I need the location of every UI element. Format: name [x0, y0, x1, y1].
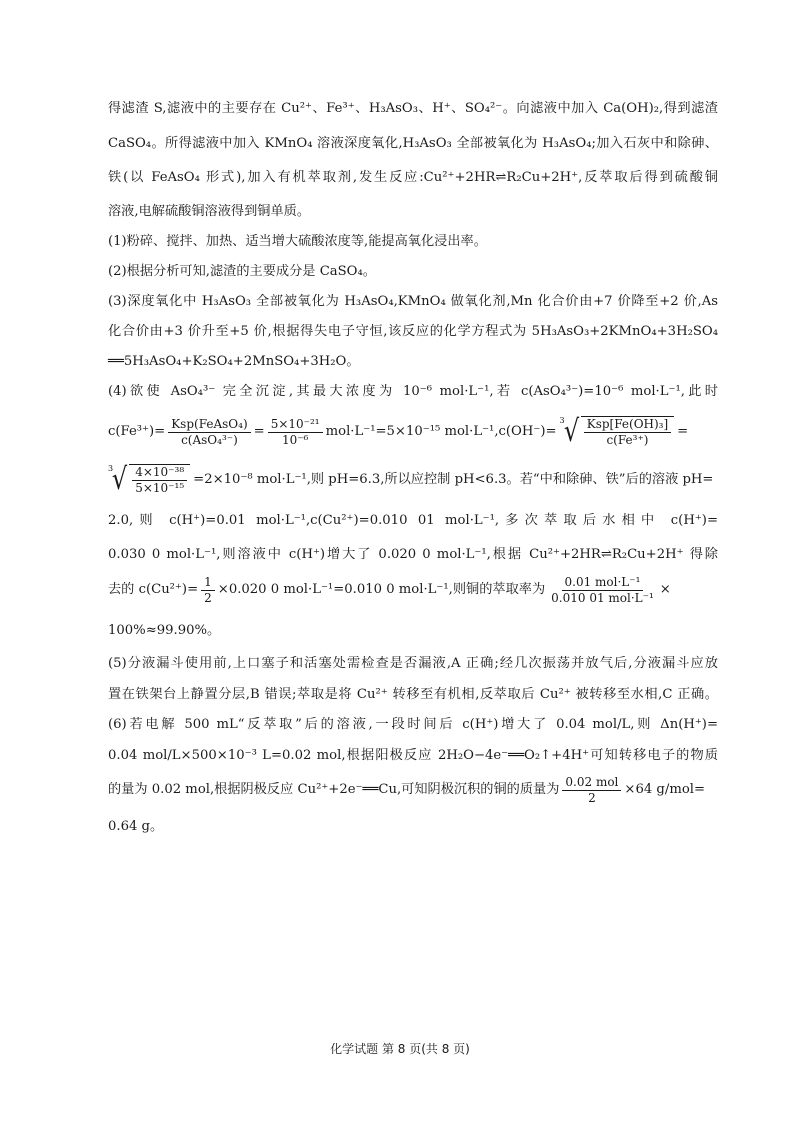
eq-text: =	[677, 424, 689, 439]
radical-sign: √	[563, 414, 579, 449]
fraction-numerator: Ksp[Fe(OH)₃]	[584, 417, 671, 433]
eq-text: mol·L⁻¹=5×10⁻¹⁵ mol·L⁻¹,c(OH⁻)=	[325, 424, 557, 439]
page-footer: 化学试题 第 8 页(共 8 页)	[330, 1042, 470, 1056]
equation-fe-concentration	[108, 414, 718, 450]
root-body	[581, 416, 674, 448]
answer-4-line-5: 0.030 0 mol·L⁻¹,则溶液中 c(H⁺)增大了 0.020 0 mol·L⁻¹,根据 Cu²⁺+2HR⇌R₂Cu+2H⁺ 得除	[108, 547, 718, 562]
fraction-denominator: 5×10⁻¹⁵	[135, 481, 185, 495]
equation-extraction-rate	[108, 572, 718, 608]
fraction-denominator: 2	[204, 590, 212, 605]
fraction-denominator: 2	[588, 790, 596, 805]
fraction-numerator: 1	[201, 575, 215, 591]
fraction-half	[201, 575, 215, 606]
fraction-numerator: 4×10⁻³⁸	[132, 465, 187, 481]
text-line: CaSO₄。所得滤液中加入 KMnO₄ 溶液深度氧化,H₃AsO₃ 全部被氧化为 H₃AsO₄;加入石灰中和除砷、	[108, 136, 718, 151]
fraction-denominator: 0.010 01 mol·L⁻¹	[551, 590, 654, 605]
fraction-numerator: 0.01 mol·L⁻¹	[562, 575, 644, 591]
radical-sign: √	[112, 462, 128, 497]
fraction-extraction	[548, 575, 657, 606]
eq-text: 去的 c(Cu²⁺)=	[108, 582, 199, 597]
eq-text: ×64 g/mol=	[624, 782, 706, 797]
equation-copper-mass	[108, 772, 718, 808]
answer-1: (1)粉碎、搅拌、加热、适当增大硫酸浓度等,能提高氧化浸出率。	[108, 234, 487, 249]
fraction-denominator: c(AsO₄³⁻)	[181, 432, 238, 447]
fraction-numerator: 5×10⁻²¹	[268, 417, 323, 433]
answer-6-line-2: 0.04 mol/L×500×10⁻³ L=0.02 mol,根据阳极反应 2H₂O−4e⁻══O₂↑+4H⁺可知转移电子的物质	[108, 748, 718, 763]
answer-4-line-1: (4)欲使 AsO₄³⁻ 完全沉淀,其最大浓度为 10⁻⁶ mol·L⁻¹,若 c(AsO₄³⁻)=10⁻⁶ mol·L⁻¹,此时	[108, 384, 718, 399]
answer-3-line-1: (3)深度氧化中 H₃AsO₃ 全部被氧化为 H₃AsO₄,KMnO₄ 做氧化剂,Mn 化合价由+7 价降至+2 价,As	[108, 294, 718, 309]
equation-oh-concentration	[108, 460, 718, 500]
fraction-ksp-feaso4	[168, 417, 250, 448]
answer-4-line-4: 2.0,则 c(H⁺)=0.01 mol·L⁻¹,c(Cu²⁺)=0.010 01 mol·L⁻¹,多次萃取后水相中 c(H⁺)=	[108, 513, 718, 528]
fraction-values	[132, 465, 187, 496]
answer-2: (2)根据分析可知,滤渣的主要成分是 CaSO₄。	[108, 264, 376, 279]
fraction-values	[268, 417, 323, 448]
fraction-denominator: 10⁻⁶	[281, 432, 309, 447]
answer-5-line-1: (5)分液漏斗使用前,上口塞子和活塞处需检查是否漏液,A 正确;经几次振荡并放气后,分液漏斗应放	[108, 656, 718, 671]
eq-text: c(Fe³⁺)=	[108, 424, 166, 439]
eq-text: =2×10⁻⁸ mol·L⁻¹,则 pH=6.3,所以应控制 pH<6.3。若“中和除砷、铁”后的溶液 pH=	[193, 472, 714, 487]
cube-root	[560, 416, 675, 448]
fraction-numerator: Ksp(FeAsO₄)	[168, 417, 250, 433]
fraction-moles	[562, 775, 621, 806]
answer-3-equation: ══5H₃AsO₄+K₂SO₄+2MnSO₄+3H₂O。	[108, 354, 360, 369]
root-index: 3	[559, 416, 565, 425]
fraction-denominator: c(Fe³⁺)	[606, 433, 649, 447]
text-line: 溶液,电解硫酸铜溶液得到铜单质。	[108, 204, 311, 219]
text-line: 铁(以 FeAsO₄ 形式),加入有机萃取剂,发生反应:Cu²⁺+2HR⇌R₂Cu+2H⁺,反萃取后得到硫酸铜	[108, 170, 718, 185]
fraction-ksp-feoh3	[584, 417, 671, 448]
eq-text: =	[253, 424, 265, 439]
answer-5-line-2: 置在铁架台上静置分层,B 错误;萃取是将 Cu²⁺ 转移至有机相,反萃取后 Cu²⁺ 被转移至水相,C 正确。	[108, 687, 718, 702]
answer-3-line-2: 化合价由+3 价升至+5 价,根据得失电子守恒,该反应的化学方程式为 5H₃AsO₃+2KMnO₄+3H₂SO₄	[108, 324, 718, 339]
eq-text: ×	[659, 582, 671, 597]
answer-6-result: 0.64 g。	[108, 819, 164, 834]
text-line: 得滤渣 S,滤液中的主要存在 Cu²⁺、Fe³⁺、H₃AsO₃、H⁺、SO₄²⁻。向滤液中加入 Ca(OH)₂,得到滤渣	[108, 101, 718, 116]
answer-6-line-1: (6)若电解 500 mL“反萃取”后的溶液,一段时间后 c(H⁺)增大了 0.04 mol/L,则 Δn(H⁺)=	[108, 717, 718, 732]
root-body	[129, 464, 190, 496]
eq-text: 的量为 0.02 mol,根据阴极反应 Cu²⁺+2e⁻══Cu,可知阴极沉积的铜的质量为	[108, 782, 560, 797]
cube-root	[108, 464, 190, 496]
answer-4-result: 100%≈99.90%。	[108, 623, 221, 638]
fraction-numerator: 0.02 mol	[562, 775, 621, 791]
eq-text: ×0.020 0 mol·L⁻¹=0.010 0 mol·L⁻¹,则铜的萃取率为	[217, 582, 546, 597]
root-index: 3	[108, 464, 114, 473]
